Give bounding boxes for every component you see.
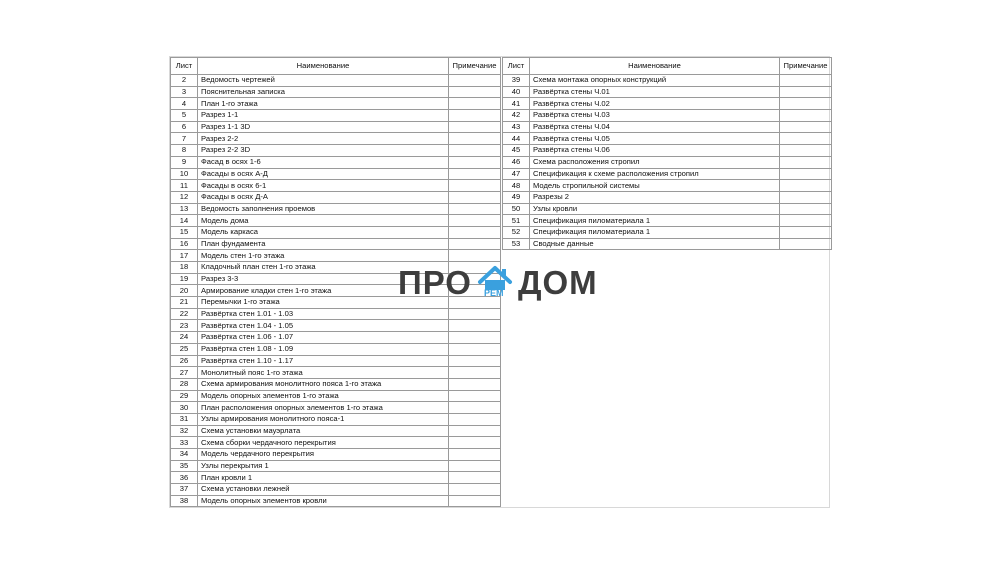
table-row (171, 121, 501, 133)
sheet-name-cell: Модель каркаса (198, 226, 449, 238)
sheet-number-cell: 25 (171, 343, 198, 355)
sheet-name-cell: Сводные данные (530, 238, 780, 250)
sheet-name-cell: Разрез 3-3 (198, 273, 449, 285)
sheet-number-cell: 5 (171, 110, 198, 122)
note-cell (780, 215, 832, 227)
table-row (171, 460, 501, 472)
sheet-name-cell: Разрез 1-1 (198, 110, 449, 122)
sheet-name-cell: Разрезы 2 (530, 191, 780, 203)
sheet-name-cell: Модель стен 1-го этажа (198, 250, 449, 262)
note-cell (449, 250, 501, 262)
note-cell (449, 390, 501, 402)
sheet-name-cell: Развёртка стены Ч.06 (530, 145, 780, 157)
note-cell (780, 156, 832, 168)
sheet-number-cell: 26 (171, 355, 198, 367)
sheet-number-cell: 3 (171, 86, 198, 98)
note-cell (449, 343, 501, 355)
sheet-number-cell: 14 (171, 215, 198, 227)
sheet-number-cell: 20 (171, 285, 198, 297)
sheet-name-cell: План расположения опорных элементов 1-го этажа (198, 402, 449, 414)
note-cell (449, 413, 501, 425)
sheet-number-cell: 49 (503, 191, 530, 203)
table-row (503, 75, 832, 87)
sheet-name-cell: Схема армирования монолитного пояса 1-го этажа (198, 378, 449, 390)
header-sheet: Лист (503, 58, 530, 75)
table-row (171, 238, 501, 250)
header-note: Примечание (449, 58, 501, 75)
note-cell (449, 168, 501, 180)
note-cell (449, 203, 501, 215)
sheet-name-cell: Развёртка стены Ч.04 (530, 121, 780, 133)
sheet-name-cell: Разрез 2-2 3D (198, 145, 449, 157)
sheet-number-cell: 17 (171, 250, 198, 262)
sheet-number-cell: 33 (171, 437, 198, 449)
note-cell (780, 75, 832, 87)
house-icon (476, 263, 514, 303)
sheet-number-cell: 9 (171, 156, 198, 168)
header-note: Примечание (780, 58, 832, 75)
table-row (503, 145, 832, 157)
table-row (503, 180, 832, 192)
table-row (171, 75, 501, 87)
table-row (171, 390, 501, 402)
note-cell (449, 332, 501, 344)
sheet-name-cell: План 1-го этажа (198, 98, 449, 110)
watermark-text-left: ПРО (398, 264, 472, 301)
prodom-watermark-logo (398, 263, 598, 303)
sheet-number-cell: 29 (171, 390, 198, 402)
note-cell (449, 425, 501, 437)
sheet-name-cell: Развёртка стен 1.01 - 1.03 (198, 308, 449, 320)
table-row (171, 250, 501, 262)
table-row (171, 332, 501, 344)
table-row (171, 413, 501, 425)
note-cell (449, 495, 501, 507)
sheet-number-cell: 13 (171, 203, 198, 215)
sheet-number-cell: 12 (171, 191, 198, 203)
table-row (171, 320, 501, 332)
drawing-list-table-right (502, 57, 832, 250)
note-cell (780, 110, 832, 122)
sheet-name-cell: Развёртка стен 1.04 - 1.05 (198, 320, 449, 332)
sheet-name-cell: Спецификация к схеме расположения стропил (530, 168, 780, 180)
sheet-number-cell: 10 (171, 168, 198, 180)
note-cell (449, 226, 501, 238)
sheet-name-cell: Фасады в осях Д-А (198, 191, 449, 203)
table-row (503, 110, 832, 122)
sheet-name-cell: Схема расположения стропил (530, 156, 780, 168)
note-cell (449, 75, 501, 87)
header-name: Наименование (198, 58, 449, 75)
note-cell (780, 203, 832, 215)
sheet-number-cell: 50 (503, 203, 530, 215)
note-cell (780, 191, 832, 203)
sheet-number-cell: 15 (171, 226, 198, 238)
note-cell (449, 355, 501, 367)
table-row (503, 133, 832, 145)
sheet-number-cell: 23 (171, 320, 198, 332)
note-cell (449, 98, 501, 110)
note-cell (780, 98, 832, 110)
sheet-name-cell: Развёртка стен 1.06 - 1.07 (198, 332, 449, 344)
sheet-name-cell: Модель опорных элементов 1-го этажа (198, 390, 449, 402)
sheet-name-cell: Ведомость заполнения проемов (198, 203, 449, 215)
sheet-number-cell: 2 (171, 75, 198, 87)
table-row (171, 425, 501, 437)
note-cell (449, 86, 501, 98)
note-cell (449, 449, 501, 461)
table-row (171, 168, 501, 180)
table-row (503, 98, 832, 110)
sheet-name-cell: Фасады в осях А-Д (198, 168, 449, 180)
sheet-name-cell: Ведомость чертежей (198, 75, 449, 87)
table-row (171, 355, 501, 367)
sheet-name-cell: Разрез 2-2 (198, 133, 449, 145)
sheet-number-cell: 28 (171, 378, 198, 390)
sheet-number-cell: 45 (503, 145, 530, 157)
table-row (171, 449, 501, 461)
note-cell (780, 168, 832, 180)
sheet-name-cell: Развёртка стен 1.08 - 1.09 (198, 343, 449, 355)
sheet-name-cell: Развёртка стены Ч.03 (530, 110, 780, 122)
table-header-row (171, 58, 501, 75)
sheet-number-cell: 4 (171, 98, 198, 110)
note-cell (449, 308, 501, 320)
sheet-name-cell: Модель опорных элементов кровли (198, 495, 449, 507)
table-row (171, 133, 501, 145)
sheet-name-cell: Спецификация пиломатериала 1 (530, 226, 780, 238)
sheet-name-cell: Пояснительная записка (198, 86, 449, 98)
sheet-number-cell: 51 (503, 215, 530, 227)
table-row (171, 203, 501, 215)
sheet-name-cell: Схема сборки чердачного перекрытия (198, 437, 449, 449)
note-cell (449, 402, 501, 414)
table-row (171, 495, 501, 507)
watermark-subtext: РЕМ (483, 288, 504, 298)
table-row (171, 472, 501, 484)
sheet-number-cell: 43 (503, 121, 530, 133)
sheet-name-cell: Кладочный план стен 1-го этажа (198, 262, 449, 274)
table-row (171, 180, 501, 192)
sheet-name-cell: Спецификация пиломатериала 1 (530, 215, 780, 227)
sheet-number-cell: 47 (503, 168, 530, 180)
note-cell (449, 320, 501, 332)
sheet-number-cell: 38 (171, 495, 198, 507)
note-cell (780, 86, 832, 98)
note-cell (780, 133, 832, 145)
table-row (503, 226, 832, 238)
table-row (171, 343, 501, 355)
note-cell (449, 156, 501, 168)
sheet-name-cell: Монолитный пояс 1-го этажа (198, 367, 449, 379)
table-row (171, 215, 501, 227)
sheet-number-cell: 21 (171, 297, 198, 309)
sheet-name-cell: Узлы перекрытия 1 (198, 460, 449, 472)
header-sheet: Лист (171, 58, 198, 75)
sheet-name-cell: Перемычки 1-го этажа (198, 297, 449, 309)
note-cell (449, 378, 501, 390)
sheet-number-cell: 53 (503, 238, 530, 250)
sheet-name-cell: Модель дома (198, 215, 449, 227)
table-row (503, 215, 832, 227)
note-cell (780, 145, 832, 157)
sheet-number-cell: 40 (503, 86, 530, 98)
sheet-number-cell: 31 (171, 413, 198, 425)
table-row (171, 367, 501, 379)
sheet-name-cell: Фасады в осях 6-1 (198, 180, 449, 192)
sheet-name-cell: Разрез 1-1 3D (198, 121, 449, 133)
sheet-name-cell: Развёртка стены Ч.02 (530, 98, 780, 110)
note-cell (780, 180, 832, 192)
sheet-name-cell: Схема установки мауэрлата (198, 425, 449, 437)
table-row (171, 437, 501, 449)
table-row (171, 308, 501, 320)
sheet-name-cell: Модель стропильной системы (530, 180, 780, 192)
sheet-number-cell: 34 (171, 449, 198, 461)
table-row (171, 86, 501, 98)
sheet-number-cell: 7 (171, 133, 198, 145)
sheet-number-cell: 48 (503, 180, 530, 192)
sheet-name-cell: Фасад в осях 1-6 (198, 156, 449, 168)
sheet-number-cell: 30 (171, 402, 198, 414)
sheet-number-cell: 35 (171, 460, 198, 472)
table-row (503, 86, 832, 98)
table-row (171, 145, 501, 157)
sheet-name-cell: Развёртка стены Ч.05 (530, 133, 780, 145)
sheet-name-cell: Схема монтажа опорных конструкций (530, 75, 780, 87)
table-header-row (503, 58, 832, 75)
sheet-number-cell: 6 (171, 121, 198, 133)
note-cell (449, 180, 501, 192)
sheet-number-cell: 8 (171, 145, 198, 157)
sheet-name-cell: Развёртка стены Ч.01 (530, 86, 780, 98)
sheet-name-cell: Развёртка стен 1.10 - 1.17 (198, 355, 449, 367)
sheet-name-cell: План фундамента (198, 238, 449, 250)
sheet-number-cell: 46 (503, 156, 530, 168)
note-cell (449, 110, 501, 122)
sheet-number-cell: 44 (503, 133, 530, 145)
sheet-number-cell: 24 (171, 332, 198, 344)
sheet-number-cell: 42 (503, 110, 530, 122)
note-cell (449, 145, 501, 157)
note-cell (449, 437, 501, 449)
note-cell (780, 226, 832, 238)
note-cell (449, 484, 501, 496)
sheet-number-cell: 19 (171, 273, 198, 285)
sheet-number-cell: 11 (171, 180, 198, 192)
sheet-name-cell: План кровли 1 (198, 472, 449, 484)
watermark-text-right: ДОМ (517, 264, 598, 301)
sheet-number-cell: 41 (503, 98, 530, 110)
table-row (171, 191, 501, 203)
table-row (171, 156, 501, 168)
table-row (503, 168, 832, 180)
sheet-number-cell: 36 (171, 472, 198, 484)
note-cell (449, 191, 501, 203)
table-row (503, 156, 832, 168)
sheet-name-cell: Армирование кладки стен 1-го этажа (198, 285, 449, 297)
note-cell (449, 133, 501, 145)
sheet-number-cell: 52 (503, 226, 530, 238)
table-row (503, 191, 832, 203)
note-cell (449, 238, 501, 250)
note-cell (449, 367, 501, 379)
table-row (171, 402, 501, 414)
sheet-number-cell: 16 (171, 238, 198, 250)
sheet-name-cell: Схема установки лежней (198, 484, 449, 496)
sheet-name-cell: Узлы кровли (530, 203, 780, 215)
note-cell (449, 215, 501, 227)
table-row (171, 98, 501, 110)
note-cell (780, 121, 832, 133)
sheet-name-cell: Модель чердачного перекрытия (198, 449, 449, 461)
sheet-number-cell: 18 (171, 262, 198, 274)
sheet-number-cell: 27 (171, 367, 198, 379)
sheet-name-cell: Узлы армирования монолитного пояса-1 (198, 413, 449, 425)
sheet-number-cell: 39 (503, 75, 530, 87)
table-row (171, 378, 501, 390)
table-row (171, 226, 501, 238)
note-cell (449, 472, 501, 484)
table-row (503, 203, 832, 215)
note-cell (449, 121, 501, 133)
note-cell (449, 460, 501, 472)
note-cell (780, 238, 832, 250)
sheet-number-cell: 37 (171, 484, 198, 496)
sheet-number-cell: 32 (171, 425, 198, 437)
header-name: Наименование (530, 58, 780, 75)
table-row (171, 110, 501, 122)
table-row (503, 121, 832, 133)
table-row (171, 484, 501, 496)
sheet-number-cell: 22 (171, 308, 198, 320)
table-row (503, 238, 832, 250)
